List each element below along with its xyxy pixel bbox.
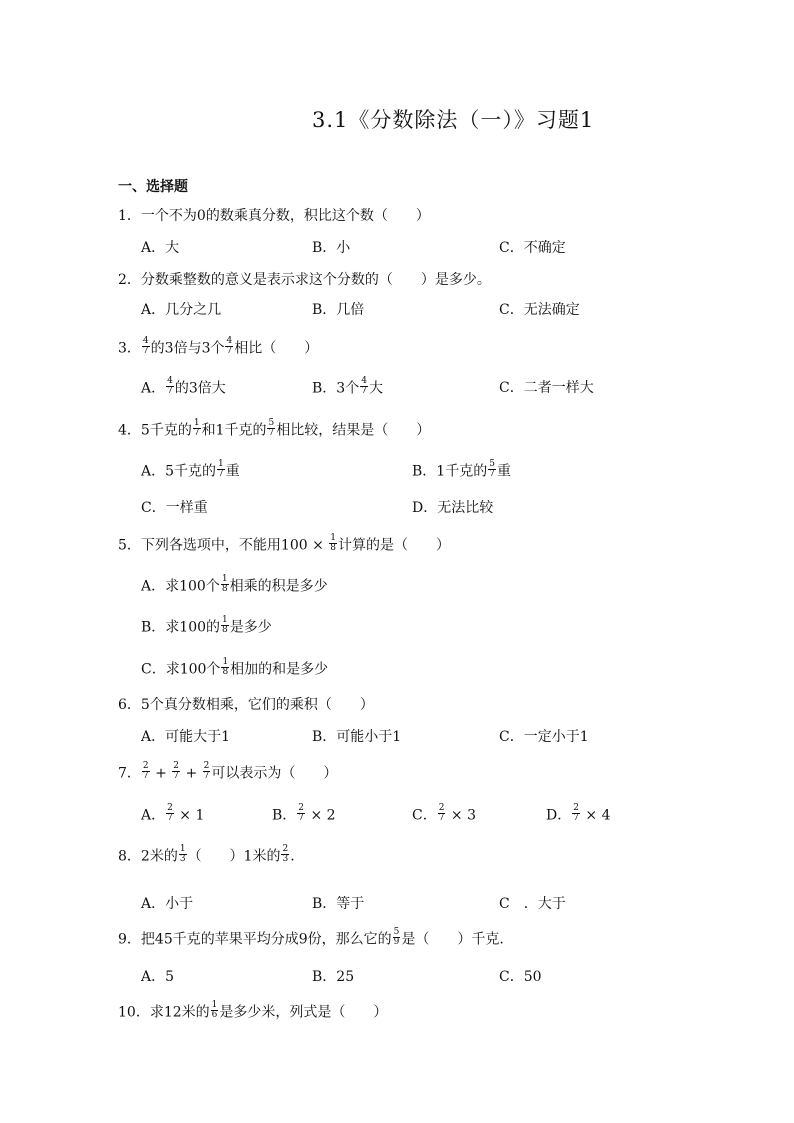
answer-option	[312, 301, 364, 319]
page-title: 3.1《分数除法（一）》习题1	[312, 108, 595, 132]
answer-option	[499, 728, 589, 746]
fraction-numerator: 5	[268, 418, 275, 428]
fraction	[203, 762, 211, 781]
text-run: C．不确定	[499, 240, 566, 256]
fraction-numerator: 5	[489, 459, 495, 469]
question-stem	[118, 927, 504, 949]
section-heading: 一、选择题	[118, 179, 188, 195]
text-run: 大	[368, 380, 383, 397]
text-run: B．小	[312, 240, 351, 256]
answer-option	[272, 803, 336, 825]
fraction	[142, 337, 150, 356]
fraction	[393, 928, 401, 947]
text-run: 3．	[118, 340, 141, 357]
text-run: A．几分之几	[141, 302, 222, 318]
answer-option	[412, 499, 493, 517]
text-run: D．无法比较	[412, 500, 494, 516]
fraction	[488, 460, 496, 479]
fraction-numerator: 1	[222, 657, 229, 667]
fraction-denominator: 7	[142, 346, 149, 356]
fraction	[329, 534, 337, 553]
fraction-denominator: 7	[573, 813, 579, 823]
text-run: 的3倍与3个	[150, 340, 225, 357]
fraction	[572, 804, 580, 823]
fraction-denominator: 7	[142, 771, 149, 781]
fraction	[166, 804, 174, 823]
text-run: C．无法确定	[499, 302, 580, 318]
fraction-denominator: 7	[167, 813, 173, 823]
fraction	[221, 616, 229, 635]
fraction-denominator: 7	[438, 813, 445, 823]
text-run: 相比较，结果是（ ）	[276, 422, 431, 439]
text-run: （ ）1米的	[187, 848, 281, 865]
fraction-numerator: 2	[167, 803, 173, 813]
question-stem	[118, 844, 295, 866]
text-run: B．3个	[312, 380, 360, 397]
answer-option	[141, 895, 193, 913]
fraction-denominator: 6	[211, 1010, 218, 1020]
question-stem	[118, 336, 319, 358]
fraction-denominator: 7	[298, 813, 305, 823]
text-run: 是（ ）千克.	[401, 931, 504, 948]
text-run: × 4	[580, 807, 611, 824]
text-run: 是多少米，列式是（ ）	[219, 1004, 388, 1021]
fraction-denominator: 7	[361, 386, 367, 396]
text-run: A．5千克的	[141, 463, 217, 480]
text-run: 是多少	[229, 619, 272, 636]
fraction	[221, 575, 229, 594]
question-stem	[118, 533, 450, 555]
fraction-numerator: 1	[221, 574, 228, 584]
text-run: A．可能大于1	[141, 729, 231, 745]
text-run: 8．2米的	[118, 848, 178, 865]
fraction-numerator: 2	[438, 803, 445, 813]
answer-option	[499, 968, 542, 986]
answer-option	[141, 376, 226, 398]
text-run: 9．把45千克的苹果平均分成9份，那么它的	[118, 931, 392, 948]
fraction	[193, 419, 201, 438]
fraction-denominator: 9	[393, 937, 400, 947]
fraction	[217, 460, 225, 479]
answer-option	[499, 239, 566, 257]
fraction-denominator: 3	[282, 854, 289, 864]
answer-option	[312, 895, 364, 913]
text-run: C．一定小于1	[499, 729, 589, 745]
text-run: +	[150, 765, 172, 782]
text-run: 的3倍大	[174, 380, 226, 397]
fraction-numerator: 1	[193, 418, 200, 428]
fraction-denominator: 8	[222, 667, 229, 677]
text-run: A．	[141, 807, 166, 824]
text-run: A．	[141, 380, 166, 397]
fraction	[211, 1001, 219, 1020]
text-run: 5．下列各选项中，不能用100 ×	[118, 537, 329, 554]
fraction-denominator: 7	[268, 428, 275, 438]
fraction-denominator: 8	[221, 584, 228, 594]
question-stem	[118, 271, 491, 289]
fraction	[172, 762, 180, 781]
text-run: 和1千克的	[201, 422, 267, 439]
fraction-denominator: 7	[226, 346, 233, 356]
text-run: A．求100个	[141, 578, 220, 595]
question-stem	[118, 696, 374, 714]
text-run: B．可能小于1	[312, 729, 402, 745]
answer-option	[141, 728, 230, 746]
text-run: C．一样重	[141, 500, 208, 516]
fraction	[360, 377, 368, 396]
text-run: 4．5千克的	[118, 422, 192, 439]
text-run: × 1	[174, 807, 205, 824]
text-run: × 2	[306, 807, 336, 824]
text-run: 7．	[118, 765, 141, 782]
text-run: B．求100的	[141, 619, 221, 636]
text-run: 2．分数乘整数的意义是表示求这个分数的（ ）是多少。	[118, 272, 491, 288]
text-run: B．25	[312, 969, 355, 985]
answer-option	[141, 657, 329, 679]
answer-option	[141, 574, 328, 596]
text-run: 10．求12米的	[118, 1004, 210, 1021]
fraction	[225, 337, 233, 356]
fraction	[166, 377, 174, 396]
fraction-denominator: 8	[222, 625, 228, 635]
question-stem	[118, 1000, 388, 1022]
question-stem	[118, 207, 430, 225]
fraction-numerator: 2	[573, 803, 579, 813]
fraction-numerator: 4	[142, 336, 149, 346]
answer-option	[141, 615, 272, 637]
text-run: C．	[412, 807, 437, 824]
text-run: 可以表示为（ ）	[211, 765, 338, 782]
text-run: 计算的是（ ）	[338, 537, 450, 554]
fraction-numerator: 2	[142, 761, 149, 771]
fraction-numerator: 2	[203, 761, 210, 771]
fraction	[281, 845, 289, 864]
fraction-numerator: 1	[211, 1000, 218, 1010]
fraction-numerator: 1	[218, 459, 224, 469]
fraction	[142, 762, 150, 781]
fraction-denominator: 3	[179, 854, 186, 864]
answer-option	[499, 301, 580, 319]
answer-option	[141, 803, 205, 825]
fraction-denominator: 7	[203, 771, 210, 781]
text-run: 相乘的积是多少	[229, 578, 328, 595]
fraction-numerator: 5	[393, 927, 400, 937]
fraction-denominator: 7	[489, 469, 495, 479]
fraction	[438, 804, 446, 823]
text-run: D．	[546, 807, 572, 824]
text-run: × 3	[446, 807, 476, 824]
answer-option	[312, 239, 350, 257]
answer-option	[141, 499, 208, 517]
answer-option	[499, 895, 566, 913]
text-run: 重	[225, 463, 240, 480]
answer-option	[141, 968, 174, 986]
answer-option	[412, 803, 476, 825]
text-run: B．1千克的	[412, 463, 488, 480]
question-stem	[118, 418, 431, 440]
text-run: C．求100个	[141, 661, 221, 678]
fraction-numerator: 4	[167, 376, 173, 386]
answer-option	[499, 379, 594, 397]
answer-option	[312, 728, 401, 746]
fraction	[267, 419, 275, 438]
fraction-denominator: 7	[193, 428, 200, 438]
fraction-denominator: 7	[218, 469, 224, 479]
text-run: +	[181, 765, 202, 782]
fraction-numerator: 4	[226, 336, 233, 346]
fraction-numerator: 1	[330, 533, 336, 543]
answer-option	[141, 239, 179, 257]
fraction	[297, 804, 305, 823]
text-run: C ．大于	[499, 896, 566, 912]
fraction-denominator: 8	[330, 543, 336, 553]
fraction	[221, 658, 229, 677]
text-run: B．	[272, 807, 297, 824]
answer-option	[312, 968, 354, 986]
text-run: 相比（ ）	[234, 340, 319, 357]
question-stem	[118, 761, 338, 783]
text-run: C．50	[499, 969, 542, 985]
fraction-numerator: 1	[222, 615, 228, 625]
fraction-denominator: 7	[167, 386, 173, 396]
text-run: 6．5个真分数相乘，它们的乘积（ ）	[118, 697, 374, 713]
fraction-numerator: 1	[179, 844, 186, 854]
text-run: 重	[496, 463, 511, 480]
text-run: 1．一个不为0的数乘真分数，积比这个数（ ）	[118, 208, 430, 224]
text-run: A．小于	[141, 896, 194, 912]
fraction-numerator: 2	[173, 761, 180, 771]
text-run: .	[290, 848, 295, 865]
answer-option	[412, 459, 511, 481]
text-run: A．5	[141, 969, 175, 985]
fraction-numerator: 2	[282, 844, 289, 854]
answer-option	[312, 376, 383, 398]
fraction-numerator: 2	[298, 803, 305, 813]
text-run: 相加的和是多少	[230, 661, 329, 678]
fraction	[179, 845, 187, 864]
answer-option	[546, 803, 611, 825]
text-run: B．几倍	[312, 302, 365, 318]
answer-option	[141, 459, 240, 481]
text-run: B．等于	[312, 896, 365, 912]
text-run: A．大	[141, 240, 180, 256]
answer-option	[141, 301, 221, 319]
fraction-denominator: 7	[173, 771, 180, 781]
fraction-numerator: 4	[361, 376, 367, 386]
text-run: C．二者一样大	[499, 380, 594, 396]
